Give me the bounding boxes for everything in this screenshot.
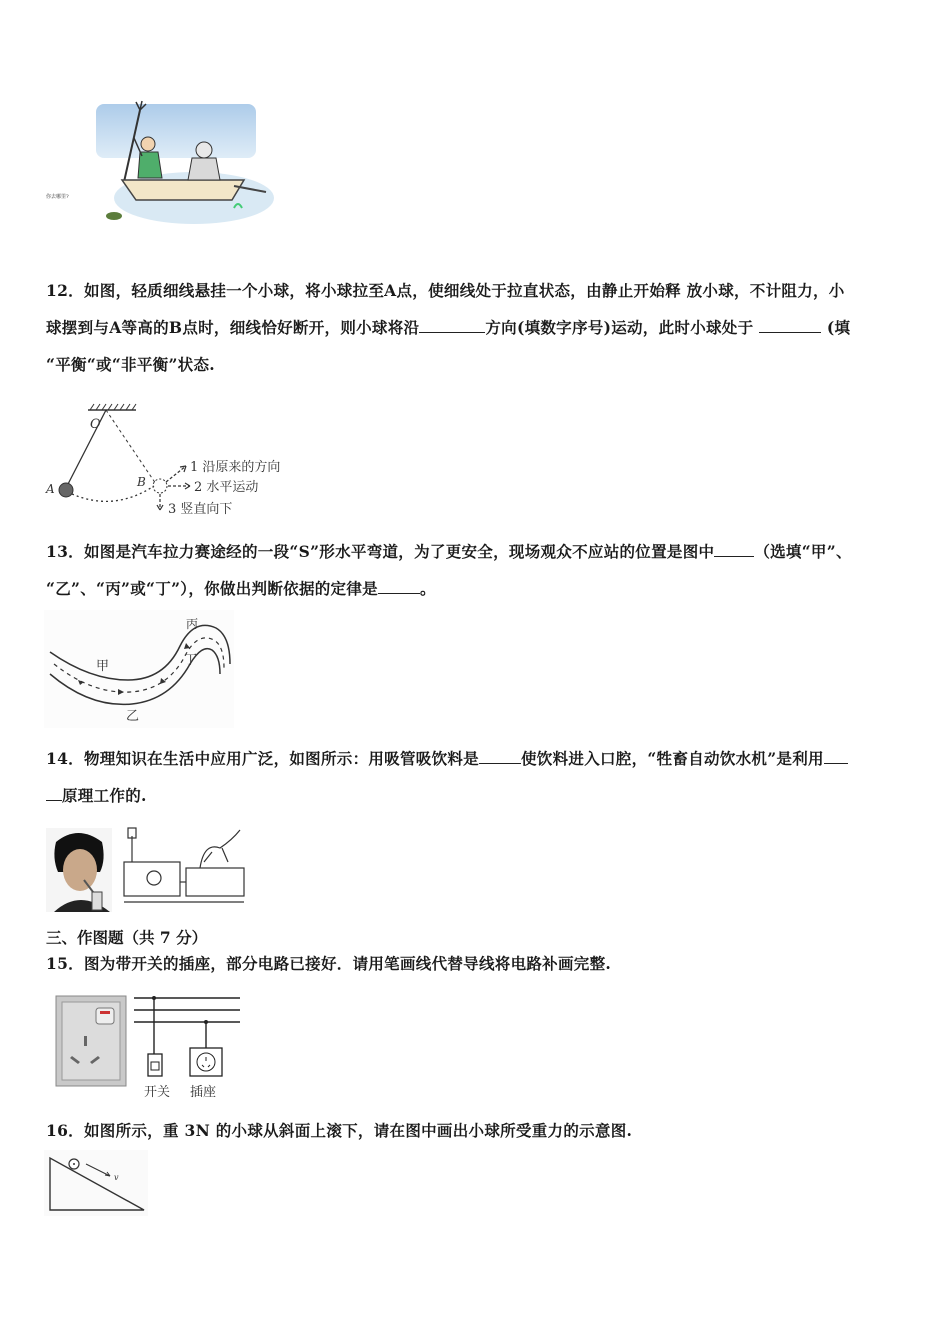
label-yi: 乙 [126, 709, 140, 724]
q12-number: 12． [46, 281, 84, 300]
q13-text-d: 。 [419, 579, 436, 598]
question-13 [46, 533, 906, 607]
panel-switch-icon [96, 1008, 114, 1024]
fig13-s-curve-road [44, 610, 234, 728]
fish [106, 212, 122, 220]
question-14 [46, 740, 906, 814]
circuit-switch [148, 1054, 162, 1076]
drinker-tank [124, 862, 180, 896]
q13-text-a: 如图是汽车拉力赛途经的一段“S”形水平弯道，为了更安全，现场观众不应站的位置是图中 [83, 542, 715, 561]
person-back-head [196, 142, 212, 158]
q12-text-a: 如图，轻质细线悬挂一个小球，将小球拉至A点，使细线处于拉直状态，由静止开始释 放小球，不计阻力，小 [83, 281, 845, 300]
switch-label: 开关 [144, 1085, 171, 1100]
q12-text-e: “平衡“或“非平衡”状态. [46, 355, 215, 374]
sky-background [96, 104, 256, 158]
label-A: A [46, 482, 55, 496]
q14-blank-reason[interactable] [479, 748, 521, 765]
q13-blank-law[interactable] [378, 578, 420, 595]
boat [122, 180, 244, 200]
question-15 [46, 945, 906, 982]
q12-blank-state[interactable] [759, 317, 821, 334]
fig15-socket-circuit [54, 990, 244, 1102]
section-3-title: 三、作图题（共 7 分） [46, 928, 208, 947]
q14-number: 14． [46, 749, 84, 768]
arrow-1 [166, 466, 186, 482]
option-3: 3 竖直向下 [168, 502, 233, 517]
q16-number: 16． [46, 1121, 84, 1140]
q14-text-c: 原理工作的. [62, 786, 147, 805]
option-2: 2 水平运动 [194, 480, 259, 495]
q13-number: 13． [46, 542, 84, 561]
question-16 [46, 1112, 906, 1149]
option-1: 1 沿原来的方向 [190, 460, 281, 475]
label-O: O [90, 417, 101, 432]
q13-text-b: （选填“甲”、 [754, 542, 852, 561]
v-label: v [114, 1173, 119, 1182]
person-front-head [141, 137, 155, 151]
q14-text-a: 物理知识在生活中应用广泛，如图所示：用吸管吸饮料是 [83, 749, 479, 768]
q15-number: 15． [46, 954, 84, 973]
q12-text-b: 球摆到与A等高的B点时，细线恰好断开，则小球将沿 [46, 318, 420, 337]
circuit-socket [190, 1048, 222, 1076]
q14-text-b: 使饮料进入口腔，“牲畜自动饮水机”是利用 [521, 749, 824, 768]
q12-text-c: 方向(填数字序号)运动，此时小球处于 [485, 318, 754, 337]
ball-B [153, 479, 167, 493]
q13-blank-position[interactable] [714, 541, 754, 558]
q12-text-d: (填 [826, 318, 851, 337]
q15-text: 图为带开关的插座，部分电路已接好．请用笔画线代替导线将电路补画完整. [83, 954, 612, 973]
label-bing: 丙 [186, 617, 199, 631]
string [66, 410, 106, 488]
fig16-incline [44, 1150, 148, 1216]
fig14-straw-and-drinker [44, 822, 248, 914]
string-dashed [106, 410, 156, 484]
q14-blank-principle-a[interactable] [824, 748, 848, 765]
label-ding: 丁 [184, 653, 198, 668]
ball-A [59, 483, 73, 497]
fig11-boat-scene [44, 98, 276, 230]
socket-label: 插座 [190, 1085, 217, 1100]
q16-text: 如图所示，重 3N 的小球从斜面上滚下，请在图中画出小球所受重力的示意图. [83, 1121, 633, 1140]
q12-blank-direction[interactable] [419, 317, 485, 334]
fig11-caption: 你去哪里? [46, 194, 69, 200]
fig12-pendulum [44, 402, 314, 522]
label-B: B [137, 475, 146, 489]
q13-text-c: “乙”、“丙”或“丁”），你做出判断依据的定律是 [46, 579, 378, 598]
drinker-trough [186, 868, 244, 896]
q14-blank-principle-b[interactable] [46, 785, 62, 802]
question-12 [46, 272, 906, 383]
label-jia: 甲 [96, 659, 110, 674]
